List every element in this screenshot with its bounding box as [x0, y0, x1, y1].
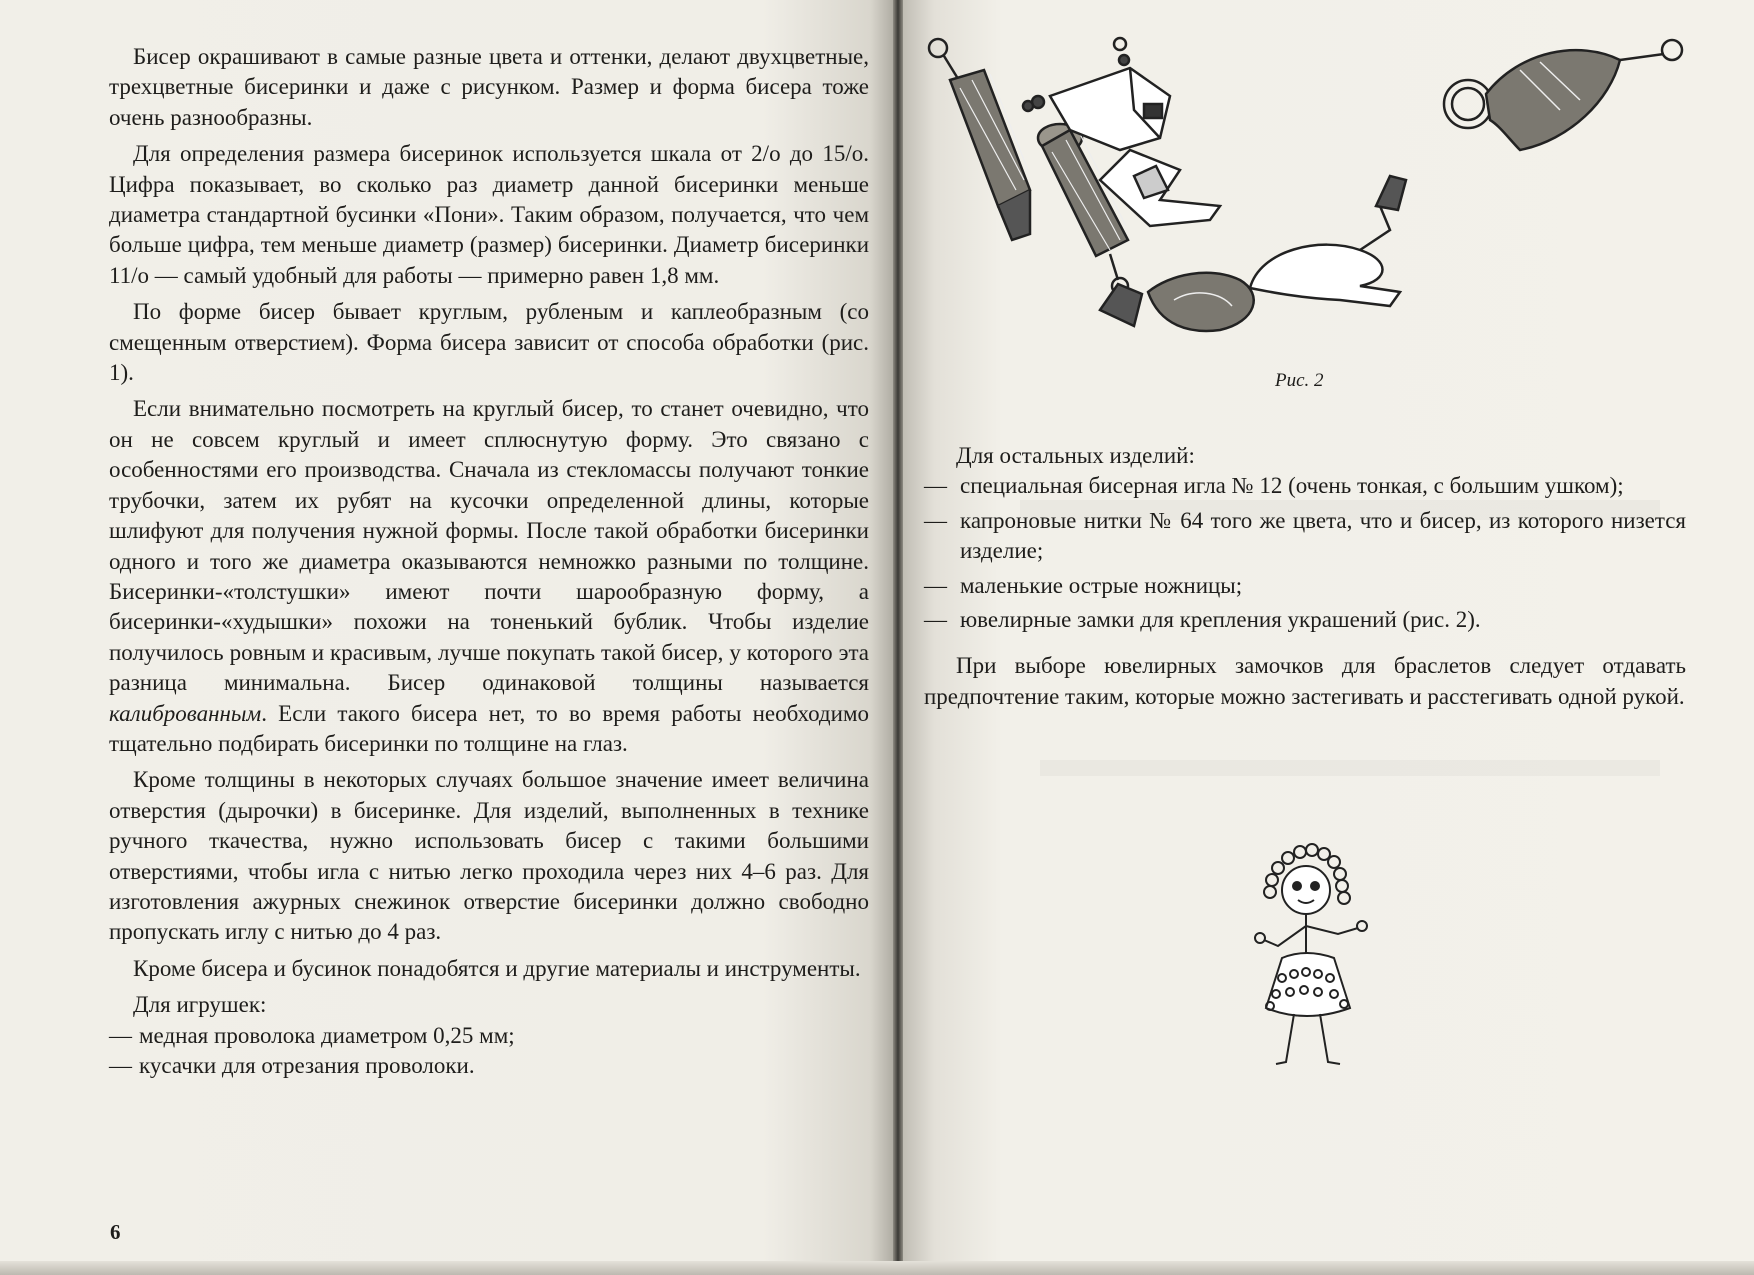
paragraph-text: . Если такого бисера нет, то во время работы необходимо тщательно подбирать бисеринки по толщине на глаз.: [109, 700, 869, 756]
book-gutter: [893, 0, 903, 1275]
beaded-doll-illustration: [1242, 838, 1392, 1078]
list-item: — маленькие острые ножницы;: [924, 571, 1686, 601]
paragraph: По форме бисер бывает круглым, рубленым и каплеобразным (со смещенным отверстием). Форма бисера зависит от способа обработки (рис. 1).: [109, 299, 869, 386]
page-bottom-edge: [0, 1261, 1754, 1275]
list-item: — специальная бисерная игла № 12 (очень тонкая, с большим ушком);: [924, 471, 1686, 501]
paragraph: Кроме бисера и бусинок понадобятся и другие материалы и инструменты.: [133, 955, 861, 981]
list-item: — медная проволока диаметром 0,25 мм;: [109, 1021, 869, 1051]
paragraph-text: Если внимательно посмотреть на круглый бисер, то станет очевидно, что он не совсем круглый и имеет сплюснутую форму. Это связано с особенностями его производства. Сначала из стекломассы получают тонкие трубочки, затем их рубят на кусочки определенной длины, которые шлифуют для получения нужной формы. После такой обработки бисеринки одного и того же диаметра оказываются немножко разными по толщине. Бисеринки-«толстушки» имеют почти шарообразную форму, а бисеринки-«худышки» похожи на тоненький бублик. Чтобы изделие получилось ровным и красивым, лучше покупать такой бисер, у которого эта разница минимальна. Бисер одинаковой толщины называется: [109, 396, 869, 696]
paragraph: При выборе ювелирных замочков для браслетов следует отдавать предпочтение таким, которые можно застегивать и расстегивать одной рукой.: [924, 653, 1686, 709]
other-materials-list: [924, 471, 1686, 635]
figure-caption: Рис. 2: [1275, 370, 1324, 391]
paragraph: Бисер окрашивают в самые разные цвета и оттенки, делают двухцветные, трехцветные бисеринки и даже с рисунком. Размер и форма бисера тоже очень разнообразны.: [109, 44, 869, 130]
paragraph: Для определения размера бисеринок используется шкала от 2/о до 15/о. Цифра показывает, во сколько раз диаметр данной бисеринки меньше диаметра стандартной бусинки «Пони». Таким образом, получается, что чем больше цифра, тем меньше диаметр (размер) бисеринки. Диаметр бисеринки 11/о — самый удобный для работы — примерно равен 1,8 мм.: [109, 141, 869, 288]
jewelry-clasps-illustration: [920, 30, 1710, 340]
barrel-clasp-icon: [1038, 124, 1128, 294]
barrel-clasp-icon: [929, 39, 1030, 240]
list-item: — кусачки для отрезания проволоки.: [109, 1051, 869, 1081]
page-number: 6: [110, 1220, 121, 1244]
term-calibrated: калиброванным: [109, 700, 262, 726]
lobster-clasp-icon: [1444, 40, 1682, 150]
left-page-text: [109, 42, 869, 1081]
paragraph-calibrated: [109, 394, 869, 759]
toy-materials-list: [109, 1021, 869, 1082]
list-item: — ювелирные замки для крепления украшений (рис. 2).: [924, 605, 1686, 635]
list-heading: Для игрушек:: [133, 992, 267, 1018]
list-item: — капроновые нитки № 64 того же цвета, что и бисер, из которого низется изделие;: [924, 506, 1686, 567]
right-page-text: [924, 441, 1686, 712]
list-heading: Для остальных изделий:: [956, 443, 1195, 468]
paragraph: Кроме толщины в некоторых случаях большое значение имеет величина отверстия (дырочки) в бисеринке. Для изделий, выполненных в технике ручного ткачества, нужно использовать бисер с такими большими отверстиями, чтобы игла с нитью легко проходила через них 4–6 раз. Для изготовления ажурных снежинок отверстие бисеринки должно свободно пропускать иглу с нитью до 4 раз.: [109, 767, 869, 945]
doll-face-icon: [1282, 866, 1330, 914]
bleed-through-shadow: [1040, 760, 1660, 776]
doll-skirt-icon: [1266, 953, 1350, 1016]
